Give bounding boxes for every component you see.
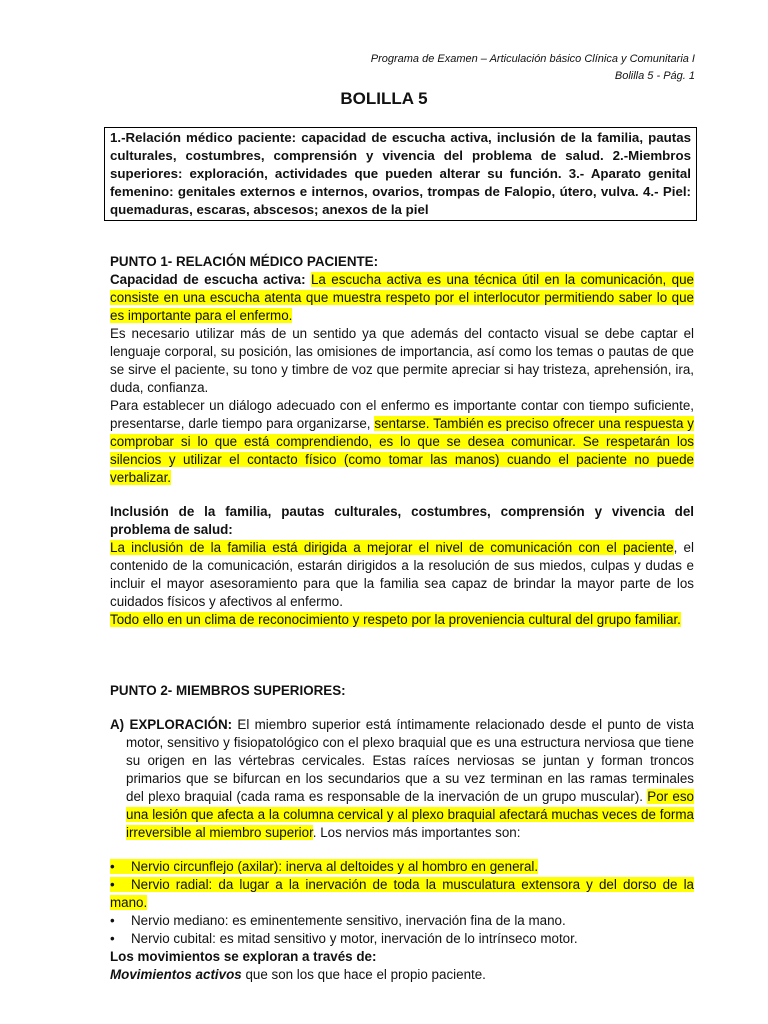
dialogo-plain: Para establecer un diálogo adecuado con el enfermo es importante contar con tiempo suficiente, presentarse, darle tiempo para organizarse,	[110, 398, 694, 431]
nerve-item-cubital	[110, 930, 694, 948]
punto2-heading-block	[110, 682, 694, 700]
escucha-paragraph	[110, 271, 694, 325]
exploracion-plain: El miembro superior está íntimamente relacionado desde el punto de vista motor, sensitivo y fisiopatológico con el plexo braquial que es una estructura nerviosa que tiene su origen en las vértebras cervicales. Estas raíces nerviosas se juntan y forman troncos primarios que se bifurcan en los secundarios que a su vez terminan en las ramas terminales del plexo braquial (cada rama es responsable de la inervación de un grupo muscular).	[126, 717, 694, 804]
activos-label: Movimientos activos	[110, 967, 242, 982]
bullet-marker: •	[110, 931, 115, 946]
clima-highlight: Todo ello en un clima de reconocimiento y respeto por la proveniencia cultural del grupo familiar.	[110, 612, 681, 627]
inclusion-heading: Inclusión de la familia, pautas culturales, costumbres, comprensión y vivencia del problema de salud:	[110, 504, 694, 537]
page-header	[371, 51, 695, 85]
escucha-highlight: La escucha activa es una técnica útil en la comunicación, que consiste en una escucha atenta que muestra respeto por el interlocutor permitiendo saber lo que es importante para el enfermo.	[110, 272, 694, 323]
dialogo-paragraph	[110, 397, 694, 487]
escucha-label: Capacidad de escucha activa:	[110, 272, 306, 287]
nerve-text: Nervio radial: da lugar a la inervación de toda la musculatura extensora y del dorso de la mano.	[110, 877, 694, 910]
exploracion-paragraph	[110, 716, 694, 842]
bullet-marker: •	[110, 913, 115, 928]
nerve-text: Nervio circunflejo (axilar): inerva al deltoides y al hombro en general.	[131, 859, 539, 874]
exploracion-end: . Los nervios más importantes son:	[312, 825, 521, 840]
movimientos-heading: Los movimientos se exploran a través de:	[110, 949, 377, 964]
exploracion-label: A) EXPLORACIÓN:	[110, 717, 233, 732]
exploracion-highlight: Por eso una lesión que afecta a la columna cervical y al plexo braquial afectará muchas veces de forma irreversible al miembro superior	[126, 789, 694, 840]
inclusion-section	[110, 503, 694, 629]
dialogo-highlight: sentarse. También es preciso ofrecer una respuesta y comprobar si lo que está comprendiendo, es lo que se desea comunicar. Se respetarán los silencios y utilizar el contacto físico (como tomar las manos) cuando el paciente no puede verbalizar.	[110, 416, 694, 485]
nerve-text: Nervio cubital: es mitad sensitivo y motor, inervación de lo intrínseco motor.	[131, 931, 578, 946]
header-page-line: Bolilla 5 - Pág. 1	[614, 70, 695, 82]
nerve-text: Nervio mediano: es eminentemente sensitivo, inervación fina de la mano.	[131, 913, 566, 928]
punto1-heading: PUNTO 1- RELACIÓN MÉDICO PACIENTE:	[110, 254, 379, 269]
inclusion-highlight: La inclusión de la familia está dirigida a mejorar el nivel de comunicación con el paciente	[110, 540, 674, 555]
bullet-marker: •	[110, 877, 115, 892]
punto1-section	[110, 253, 694, 487]
nerves-list	[110, 858, 694, 984]
inclusion-paragraph	[110, 539, 694, 611]
sentidos-paragraph: Es necesario utilizar más de un sentido ya que además del contacto visual se debe captar el lenguaje corporal, su posición, las omisiones de importancia, así como los temas o pautas de que se sirve el paciente, su tono y timbre de voz que permite apreciar si hay tristeza, aprehensión, ira, duda, confianza.	[110, 326, 694, 395]
header-course-line: Programa de Examen – Articulación básico Clínica y Comunitaria I	[370, 53, 695, 65]
syllabus-box: 1.-Relación médico paciente: capacidad de escucha activa, inclusión de la familia, pautas culturales, costumbres, comprensión y vivencia del problema de salud. 2.-Miembros superiores: exploración, actividades que pueden alterar su función. 3.- Aparato genital femenino: genitales externos e internos, ovarios, trompas de Falopio, útero, vulva. 4.- Piel: quemaduras, escaras, abscesos; anexos de la piel	[104, 127, 697, 221]
activos-line	[110, 966, 694, 984]
nerve-item-circunflejo	[110, 858, 694, 876]
document-title: BOLILLA 5	[340, 89, 428, 108]
inclusion-plain: , el contenido de la comunicación, estarán dirigidos a la resolución de sus miedos, culpas y dudas e incluir el mayor asesoramiento para que la familia sea capaz de brindar la mayor parte de los cuidados físicos y afectivos al enfermo.	[110, 540, 694, 609]
bullet-marker: •	[110, 859, 115, 874]
nerve-item-mediano	[110, 912, 694, 930]
activos-text: que son los que hace el propio paciente.	[241, 967, 486, 982]
punto2-heading: PUNTO 2- MIEMBROS SUPERIORES:	[110, 683, 346, 698]
nerve-item-radial	[110, 876, 694, 912]
